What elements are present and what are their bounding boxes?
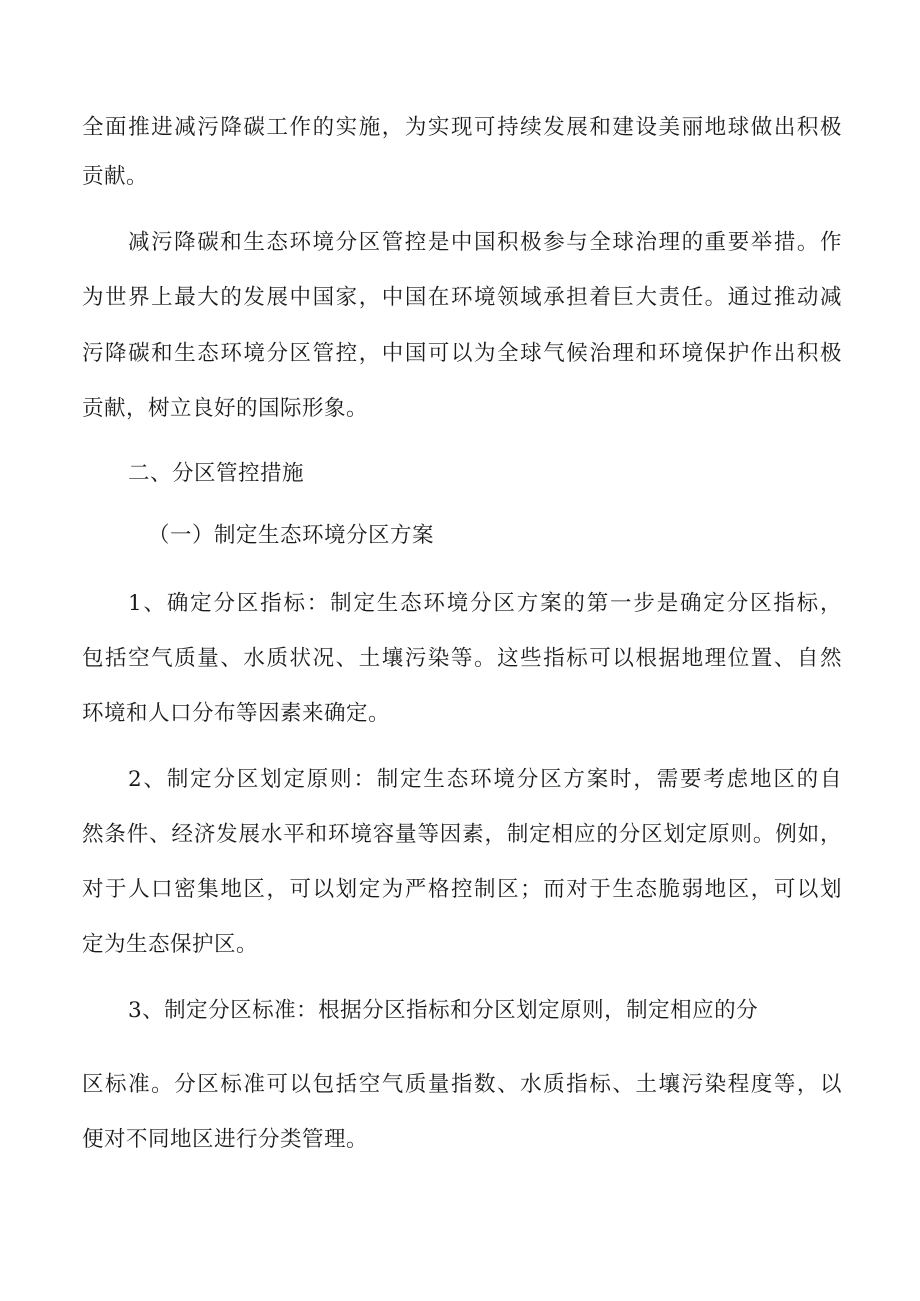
paragraph-line: 全面推进减污降碳工作的实施，为实现可持续发展和建设美丽地球做出积极	[82, 115, 842, 140]
paragraph-line: 为世界上最大的发展中国家，中国在环境领域承担着巨大责任。通过推动减	[82, 285, 842, 310]
list-item-line: 然条件、经济发展水平和环境容量等因素，制定相应的分区划定原则。例如，	[82, 822, 842, 847]
list-item-line: 对于人口密集地区，可以划定为严格控制区；而对于生态脆弱地区，可以划	[82, 877, 842, 902]
paragraph-line: 污降碳和生态环境分区管控，中国可以为全球气候治理和环境保护作出积极	[82, 341, 842, 366]
list-item-line: 便对不同地区进行分类管理。	[82, 1127, 369, 1152]
list-item-line: 1、确定分区指标：制定生态环境分区方案的第一步是确定分区指标，	[128, 591, 842, 616]
list-item-line: 定为生态保护区。	[82, 932, 259, 957]
paragraph-line: 贡献。	[82, 164, 149, 189]
list-item-line: 包括空气质量、水质状况、土壤污染等。这些指标可以根据地理位置、自然	[82, 646, 842, 671]
section-heading: 二、分区管控措施	[128, 461, 305, 486]
list-item-line: 3、制定分区标准：根据分区指标和分区划定原则，制定相应的分	[128, 998, 759, 1023]
paragraph-line: 贡献，树立良好的国际形象。	[82, 396, 369, 421]
subsection-heading: （一）制定生态环境分区方案	[148, 523, 435, 548]
list-item-line: 区标准。分区标准可以包括空气质量指数、水质指标、土壤污染程度等，以	[82, 1072, 842, 1097]
list-item-line: 2、制定分区划定原则：制定生态环境分区方案时，需要考虑地区的自	[128, 767, 842, 792]
list-item-line: 环境和人口分布等因素来确定。	[82, 701, 391, 726]
paragraph-line: 减污降碳和生态环境分区管控是中国积极参与全球治理的重要举措。作	[128, 230, 842, 255]
